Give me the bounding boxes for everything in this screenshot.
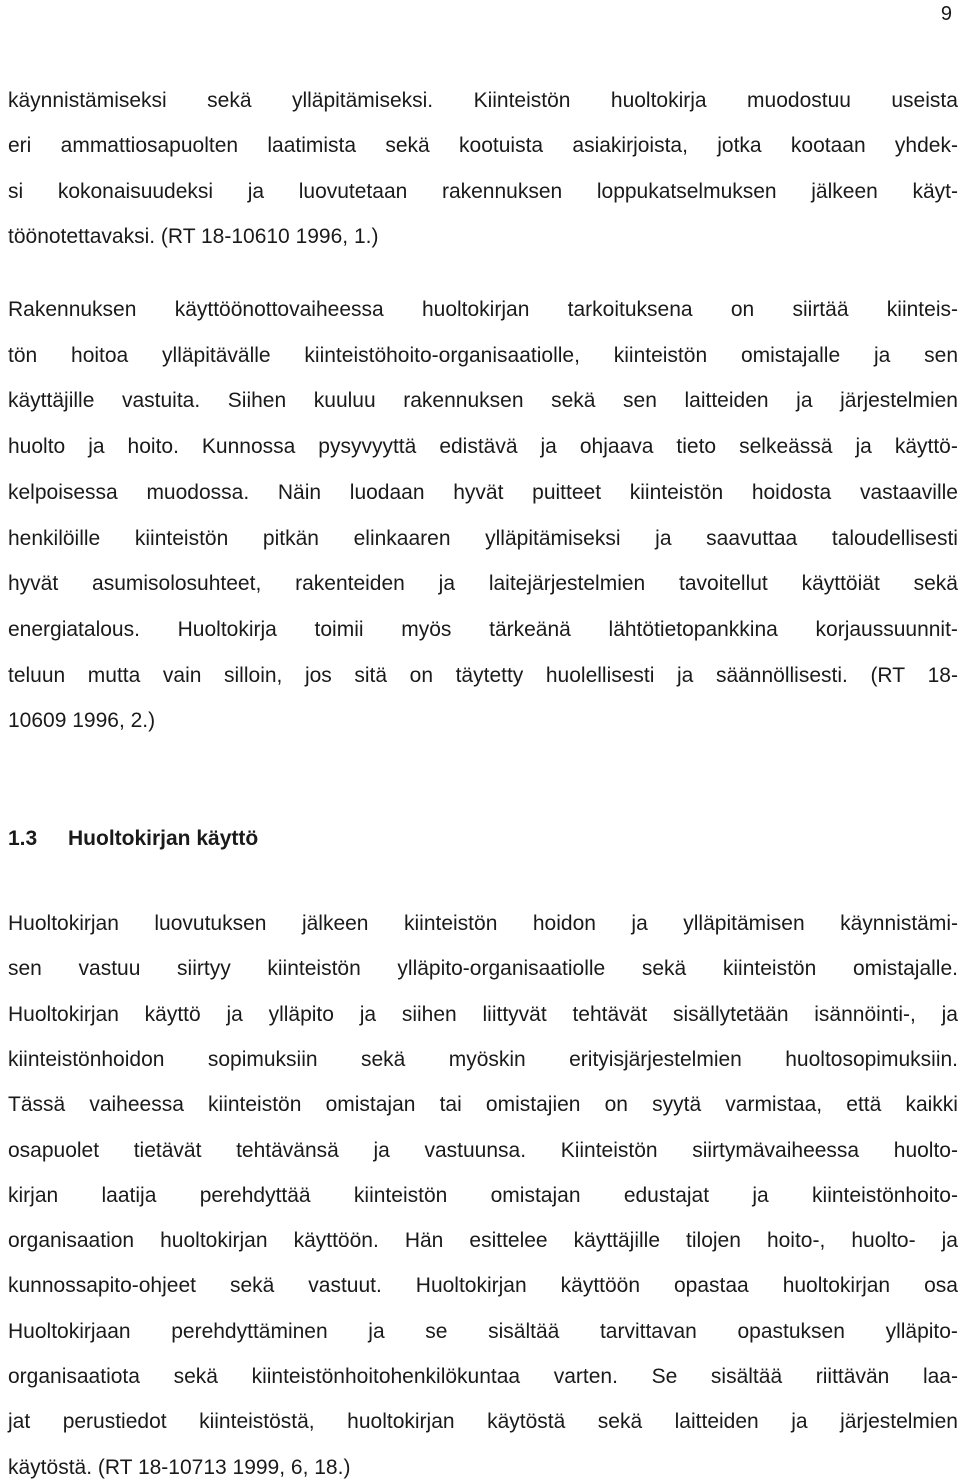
text-line: kirjan laatija perehdyttää kiinteistön omistajan edustajat ja kiinteistönhoito- <box>8 1184 958 1207</box>
text-line: energiatalous. Huoltokirja toimii myös tärkeänä lähtötietopankkina korjaussuunnit- <box>8 618 958 641</box>
text-line: teluun mutta vain silloin, jos sitä on täytetty huolellisesti ja säännöllisesti. (RT 18- <box>8 664 958 687</box>
text-line: Rakennuksen käyttöönottovaiheessa huoltokirjan tarkoituksena on siirtää kiinteis- <box>8 298 958 321</box>
text-line: kunnossapito-ohjeet sekä vastuut. Huoltokirjan käyttöön opastaa huoltokirjan osa <box>8 1274 958 1297</box>
text-line: Huoltokirjaan perehdyttäminen ja se sisältää tarvittavan opastuksen ylläpito- <box>8 1320 958 1343</box>
text-line: töönotettavaksi. (RT 18-10610 1996, 1.) <box>8 225 379 248</box>
text-line: sen vastuu siirtyy kiinteistön ylläpito-organisaatiolle sekä kiinteistön omistajalle. <box>8 957 958 980</box>
text-line: hyvät asumisolosuhteet, rakenteiden ja laitejärjestelmien tavoitellut käyttöiät sekä <box>8 572 958 595</box>
text-line: Tässä vaiheessa kiinteistön omistajan tai omistajien on syytä varmistaa, että kaikki <box>8 1093 958 1116</box>
text-line: huolto ja hoito. Kunnossa pysyvyyttä edistävä ja ohjaava tieto selkeässä ja käyttö- <box>8 435 958 458</box>
text-line: käytöstä. (RT 18-10713 1999, 6, 18.) <box>8 1456 351 1479</box>
text-line: käynnistämiseksi sekä ylläpitämiseksi. Kiinteistön huoltokirja muodostuu useista <box>8 89 958 112</box>
text-line: organisaation huoltokirjan käyttöön. Hän esittelee käyttäjille tilojen hoito-, huolto- ja <box>8 1229 958 1252</box>
text-line: si kokonaisuudeksi ja luovutetaan rakennuksen loppukatselmuksen jälkeen käyt- <box>8 180 958 203</box>
text-line: käyttäjille vastuita. Siihen kuuluu rakennuksen sekä sen laitteiden ja järjestelmien <box>8 389 958 412</box>
text-line: kiinteistönhoidon sopimuksiin sekä myöskin erityisjärjestelmien huoltosopimuksiin. <box>8 1048 958 1071</box>
text-line: tön hoitoa ylläpitävälle kiinteistöhoito-organisaatiolle, kiinteistön omistajalle ja sen <box>8 344 958 367</box>
text-line: eri ammattiosapuolten laatimista sekä kootuista asiakirjoista, jotka kootaan yhdek- <box>8 134 958 157</box>
text-line: 10609 1996, 2.) <box>8 709 156 732</box>
section-number: 1.3 <box>8 827 38 850</box>
text-line: jat perustiedot kiinteistöstä, huoltokirjan käytöstä sekä laitteiden ja järjestelmien <box>8 1410 958 1433</box>
text-line: Huoltokirjan käyttö ja ylläpito ja siihen liittyvät tehtävät sisällytetään isännöinti-, ja <box>8 1003 958 1026</box>
section-title: Huoltokirjan käyttö <box>68 827 259 850</box>
text-line: henkilöille kiinteistön pitkän elinkaaren ylläpitämiseksi ja saavuttaa taloudellisesti <box>8 527 958 550</box>
text-line: kelpoisessa muodossa. Näin luodaan hyvät puitteet kiinteistön hoidosta vastaaville <box>8 481 958 504</box>
section-heading <box>8 826 258 852</box>
text-line: organisaatiota sekä kiinteistönhoitohenkilökuntaa varten. Se sisältää riittävän laa- <box>8 1365 958 1388</box>
page-number: 9 <box>940 3 952 25</box>
text-line: osapuolet tietävät tehtävänsä ja vastuunsa. Kiinteistön siirtymävaiheessa huolto- <box>8 1139 958 1162</box>
text-line: Huoltokirjan luovutuksen jälkeen kiinteistön hoidon ja ylläpitämisen käynnistämi- <box>8 912 958 935</box>
